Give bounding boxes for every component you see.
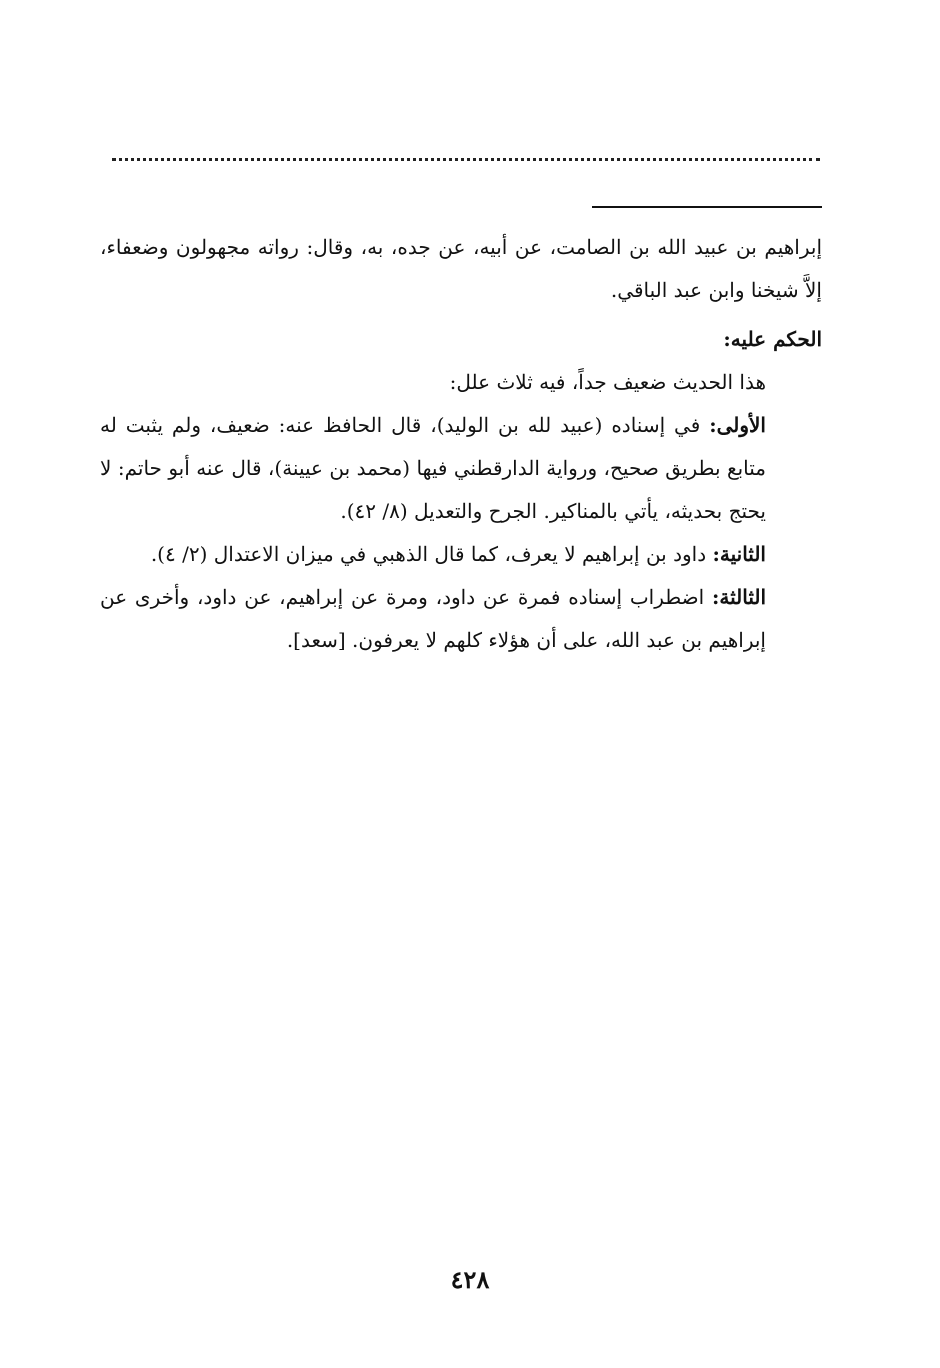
page-body xyxy=(100,226,822,662)
footnote-paragraph: إبراهيم بن عبيد الله بن الصامت، عن أبيه، عن جده، به، وقال: رواته مجهولون وضعفاء، إلاَّ شيخنا وابن عبد الباقي. xyxy=(100,235,822,302)
ruling-intro: هذا الحديث ضعيف جداً، فيه ثلاث علل: xyxy=(449,370,766,394)
page-number: ٤٢٨ xyxy=(450,1265,490,1294)
defect-first-label: الأولى: xyxy=(709,413,766,437)
defect-second xyxy=(100,533,822,576)
defect-first xyxy=(100,404,822,533)
ruling-heading: الحكم عليه: xyxy=(723,327,822,351)
defect-second-label: الثانية: xyxy=(712,542,766,566)
defect-third-label: الثالثة: xyxy=(711,585,766,609)
defect-first-text: في إسناده (عبيد لله بن الوليد)، قال الحافظ عنه: ضعيف، ولم يثبت له متابع بطريق صحيح، ورواية الدارقطني فيها (محمد بن عيينة)، قال عنه أبو حاتم: لا يحتج بحديثه، يأتي بالمناكير. الجرح والتعديل (٨/ ٤٢). xyxy=(100,413,766,523)
defect-third-text: اضطراب إسناده فمرة عن داود، ومرة عن إبراهيم، عن داود، وأخرى عن إبراهيم بن عبد الله، على أن هؤلاء كلهم لا يعرفون. [سعد]. xyxy=(100,585,766,652)
defect-second-text: داود بن إبراهيم لا يعرف، كما قال الذهبي في ميزان الاعتدال (٢/ ٤). xyxy=(150,542,707,566)
footnote-rule xyxy=(592,206,822,208)
dotted-separator xyxy=(112,158,820,161)
defect-third xyxy=(100,576,822,662)
